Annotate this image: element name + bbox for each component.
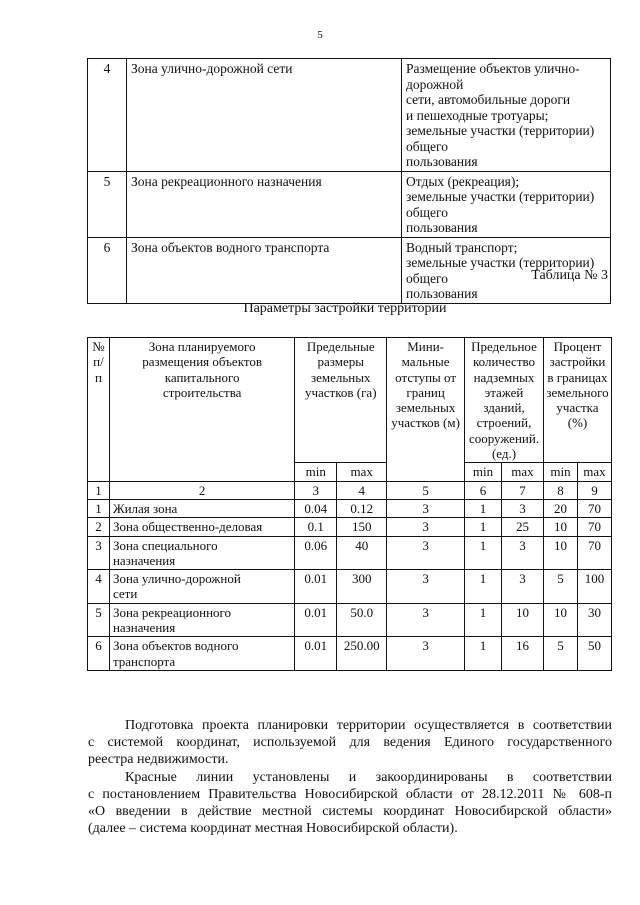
table-row [88, 499, 612, 517]
floors-max: 3 [502, 499, 544, 517]
permitted-uses [402, 59, 611, 172]
coverage-min: 5 [543, 637, 577, 671]
area-max: 250.00 [337, 637, 387, 671]
zone-name: Зона рекреационного назначения [109, 603, 294, 637]
floors-min: 1 [465, 518, 502, 536]
coverage-min: 10 [543, 603, 577, 637]
zone-name: Зона специального назначения [109, 536, 294, 570]
use-line: и пешеходные тротуары; [406, 107, 549, 123]
floors-max: 3 [502, 570, 544, 604]
row-number: 6 [88, 237, 127, 303]
table-caption: Таблица № 3 [531, 268, 608, 283]
area-max: 300 [337, 570, 387, 604]
floors-max: 10 [502, 603, 544, 637]
red-lines-paragraph [88, 769, 612, 837]
floors-min: 1 [465, 603, 502, 637]
setback: 3 [387, 637, 465, 671]
zone-name: Зона общественно-деловая [109, 518, 294, 536]
table-row [88, 518, 612, 536]
column-index: 3 [295, 481, 337, 499]
coordinate-system-paragraph [88, 717, 612, 768]
use-line: пользования [406, 286, 478, 301]
paragraph-line: с системой координат, используемой для ведения Единого государственного [88, 735, 612, 750]
zone-name: Зона рекреационного назначения [127, 171, 402, 237]
coverage-min: 20 [543, 499, 577, 517]
header-min: min [543, 463, 577, 481]
area-min: 0.01 [295, 570, 337, 604]
coverage-max: 70 [577, 518, 611, 536]
header-setback: Мини-мальные отступы от границ земельных участков (м) [387, 338, 465, 482]
use-line: пользования [406, 154, 478, 169]
building-parameters-table [87, 337, 612, 671]
paragraph-line: (далее – система координат местная Новосибирской области). [88, 821, 458, 836]
column-index: 5 [387, 481, 465, 499]
coverage-max: 70 [577, 499, 611, 517]
floors-max: 25 [502, 518, 544, 536]
floors-min: 1 [465, 570, 502, 604]
use-line: земельные участки (территории) общего [406, 123, 595, 154]
row-number: 2 [88, 518, 110, 536]
use-line: Размещение объектов улично-дорожной [406, 61, 580, 92]
table-row [88, 171, 611, 237]
coverage-max: 70 [577, 536, 611, 570]
setback: 3 [387, 518, 465, 536]
table-title: Параметры застройки территории [243, 301, 447, 316]
header-floors: Предельное количество надземных этажей зданий, строений, сооружений. (ед.) [465, 338, 544, 463]
coverage-min: 5 [543, 570, 577, 604]
use-line: земельные участки (территории) общего [406, 189, 595, 220]
area-min: 0.01 [295, 603, 337, 637]
row-number: 3 [88, 536, 110, 570]
header-min: min [295, 463, 337, 481]
table-row [88, 603, 612, 637]
coverage-max: 50 [577, 637, 611, 671]
row-number: 1 [88, 499, 110, 517]
use-line: Отдых (рекреация); [406, 173, 520, 189]
header-max: max [337, 463, 387, 481]
zone-name: Зона объектов водного транспорта [127, 237, 402, 303]
table-row [88, 570, 612, 604]
zone-name: Зона улично-дорожной сети [109, 570, 294, 604]
area-min: 0.01 [295, 637, 337, 671]
use-line: пользования [406, 220, 478, 235]
paragraph-line: «О введении в действие местной системы координат Новосибирской области» [88, 804, 612, 819]
coverage-min: 10 [543, 518, 577, 536]
zone-name: Зона улично-дорожной сети [127, 59, 402, 172]
floors-max: 16 [502, 637, 544, 671]
zone-name: Зона объектов водного транспорта [109, 637, 294, 671]
coverage-max: 30 [577, 603, 611, 637]
column-index-row [88, 481, 612, 499]
setback: 3 [387, 603, 465, 637]
header-min: min [465, 463, 502, 481]
permitted-uses [402, 171, 611, 237]
coverage-max: 100 [577, 570, 611, 604]
table-row [88, 536, 612, 570]
zone-name: Жилая зона [109, 499, 294, 517]
column-index: 8 [543, 481, 577, 499]
header-plot-size: Предельные размеры земельных участков (га) [295, 338, 387, 463]
header-max: max [577, 463, 611, 481]
row-number: 4 [88, 59, 127, 172]
column-index: 7 [502, 481, 544, 499]
row-number: 6 [88, 637, 110, 671]
area-max: 0.12 [337, 499, 387, 517]
setback: 3 [387, 570, 465, 604]
header-max: max [502, 463, 544, 481]
header-row [88, 338, 612, 463]
area-max: 150 [337, 518, 387, 536]
column-index: 9 [577, 481, 611, 499]
area-max: 50.0 [337, 603, 387, 637]
table-row [88, 637, 612, 671]
floors-min: 1 [465, 536, 502, 570]
column-index: 4 [337, 481, 387, 499]
column-index: 6 [465, 481, 502, 499]
paragraph-line: с постановлением Правительства Новосибирской области от 28.12.2011 № 608-п [88, 787, 612, 802]
zones-usage-table [87, 58, 611, 304]
area-min: 0.1 [295, 518, 337, 536]
header-number: № п/п [88, 338, 110, 482]
area-min: 0.04 [295, 499, 337, 517]
page-number: 5 [317, 29, 323, 41]
row-number: 5 [88, 603, 110, 637]
use-line: сети, автомобильные дороги [406, 92, 571, 107]
floors-max: 3 [502, 536, 544, 570]
floors-min: 1 [465, 499, 502, 517]
area-max: 40 [337, 536, 387, 570]
coverage-min: 10 [543, 536, 577, 570]
use-line: Водный транспорт; [406, 239, 518, 255]
setback: 3 [387, 536, 465, 570]
paragraph-line: Красные линии установлены и закоординированы в соответствии [125, 770, 612, 785]
row-number: 5 [88, 171, 127, 237]
row-number: 4 [88, 570, 110, 604]
paragraph-line: реестра недвижимости. [88, 752, 229, 767]
column-index: 1 [88, 481, 110, 499]
header-coverage: Процент застройки в границах земельного участка (%) [543, 338, 611, 463]
use-line: земельные участки (территории) общего [406, 255, 595, 286]
area-min: 0.06 [295, 536, 337, 570]
floors-min: 1 [465, 637, 502, 671]
header-zone: Зона планируемого размещения объектов капитального строительства [109, 338, 294, 482]
setback: 3 [387, 499, 465, 517]
column-index: 2 [109, 481, 294, 499]
table-row [88, 59, 611, 172]
paragraph-line: Подготовка проекта планировки территории осуществляется в соответствии [125, 718, 612, 733]
